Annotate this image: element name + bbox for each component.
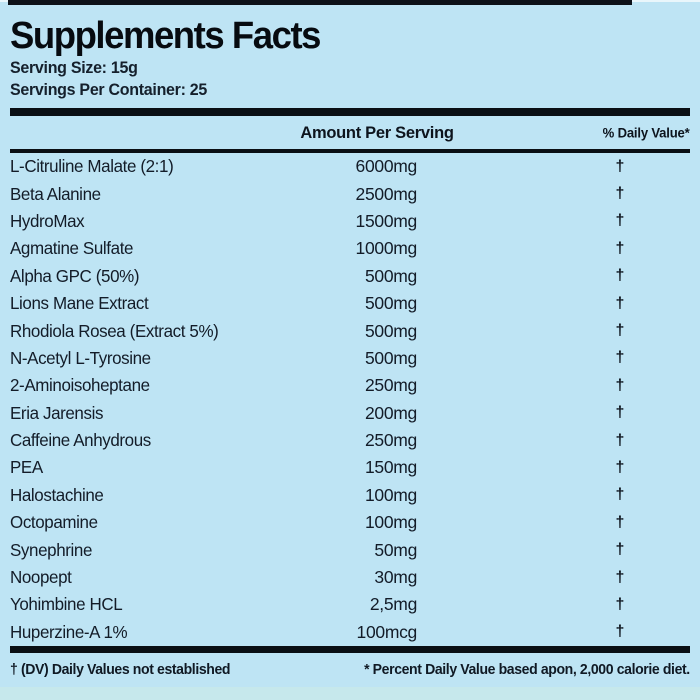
table-row <box>10 482 690 509</box>
ingredient-name: Agmatine Sulfate <box>10 238 134 259</box>
ingredient-amount: 30mg <box>374 567 417 588</box>
daily-value-dagger: † <box>615 157 625 175</box>
ingredient-name: Huperzine-A 1% <box>10 621 128 642</box>
amount-per-serving-header: Amount Per Serving <box>300 122 454 142</box>
ingredient-name: 2-Aminoisoheptane <box>10 375 150 396</box>
servings-per-container: Servings Per Container: 25 <box>10 81 208 99</box>
ingredient-name: Caffeine Anhydrous <box>10 430 151 451</box>
table-row <box>10 208 690 235</box>
ingredient-table <box>10 153 690 646</box>
table-row <box>10 454 690 481</box>
ingredient-amount: 200mg <box>364 402 417 423</box>
daily-value-dagger: † <box>615 541 625 559</box>
ingredient-amount: 100mcg <box>356 621 417 642</box>
daily-value-dagger: † <box>615 322 625 340</box>
table-header-row <box>10 116 690 149</box>
table-row <box>10 372 690 399</box>
ingredient-name: Yohimbine HCL <box>10 594 123 615</box>
ingredient-amount: 100mg <box>364 484 417 505</box>
ingredient-amount: 1500mg <box>355 210 417 231</box>
ingredient-amount: 100mg <box>364 512 417 533</box>
ingredient-amount: 6000mg <box>355 156 417 177</box>
ingredient-amount: 250mg <box>364 375 417 396</box>
ingredient-amount: 500mg <box>364 320 417 341</box>
bottom-strip <box>0 687 700 700</box>
daily-value-dagger: † <box>615 513 625 531</box>
ingredient-name: L-Citruline Malate (2:1) <box>10 156 174 177</box>
ingredient-name: Halostachine <box>10 484 104 505</box>
footnote-daily-values: † (DV) Daily Values not established <box>10 661 231 678</box>
ingredient-name: N-Acetyl L-Tyrosine <box>10 347 151 368</box>
table-row <box>10 345 690 372</box>
daily-value-dagger: † <box>615 185 625 203</box>
ingredient-amount: 500mg <box>364 293 417 314</box>
ingredient-amount: 50mg <box>374 539 417 560</box>
divider-thick-top <box>10 108 690 116</box>
daily-value-dagger: † <box>615 623 625 641</box>
daily-value-dagger: † <box>615 349 625 367</box>
daily-value-dagger: † <box>615 376 625 394</box>
ingredient-amount: 250mg <box>364 430 417 451</box>
daily-value-header: % Daily Value* <box>602 125 689 140</box>
table-row <box>10 591 690 618</box>
serving-size: Serving Size: 15g <box>10 59 138 77</box>
daily-value-dagger: † <box>615 404 625 422</box>
ingredient-name: PEA <box>10 457 43 478</box>
table-row <box>10 290 690 317</box>
ingredient-amount: 2500mg <box>355 183 417 204</box>
ingredient-name: Rhodiola Rosea (Extract 5%) <box>10 320 219 341</box>
daily-value-dagger: † <box>615 595 625 613</box>
ingredient-name: HydroMax <box>10 210 85 231</box>
footnote-percent-dv: * Percent Daily Value based apon, 2,000 calorie diet. <box>364 661 690 678</box>
daily-value-dagger: † <box>615 458 625 476</box>
table-row <box>10 509 690 536</box>
table-row <box>10 235 690 262</box>
table-row <box>10 263 690 290</box>
ingredient-name: Eria Jarensis <box>10 402 104 423</box>
footnotes-row <box>10 653 690 686</box>
table-row <box>10 564 690 591</box>
page-title: Supplements Facts <box>10 15 321 57</box>
ingredient-name: Synephrine <box>10 539 93 560</box>
table-row <box>10 400 690 427</box>
daily-value-dagger: † <box>615 486 625 504</box>
ingredient-name: Beta Alanine <box>10 183 101 204</box>
ingredient-name: Noopept <box>10 567 72 588</box>
table-row <box>10 427 690 454</box>
ingredient-amount: 2,5mg <box>369 594 417 615</box>
ingredient-name: Lions Mane Extract <box>10 293 149 314</box>
table-row <box>10 153 690 180</box>
table-row <box>10 619 690 646</box>
divider-thick-bottom <box>10 646 690 653</box>
table-row <box>10 317 690 344</box>
ingredient-name: Octopamine <box>10 512 98 533</box>
daily-value-dagger: † <box>615 294 625 312</box>
daily-value-dagger: † <box>615 239 625 257</box>
daily-value-dagger: † <box>615 267 625 285</box>
ingredient-amount: 500mg <box>364 347 417 368</box>
daily-value-dagger: † <box>615 568 625 586</box>
ingredient-amount: 500mg <box>364 265 417 286</box>
daily-value-dagger: † <box>615 431 625 449</box>
table-row <box>10 536 690 563</box>
ingredient-amount: 1000mg <box>355 238 417 259</box>
ingredient-amount: 150mg <box>364 457 417 478</box>
daily-value-dagger: † <box>615 212 625 230</box>
table-row <box>10 180 690 207</box>
ingredient-name: Alpha GPC (50%) <box>10 265 140 286</box>
